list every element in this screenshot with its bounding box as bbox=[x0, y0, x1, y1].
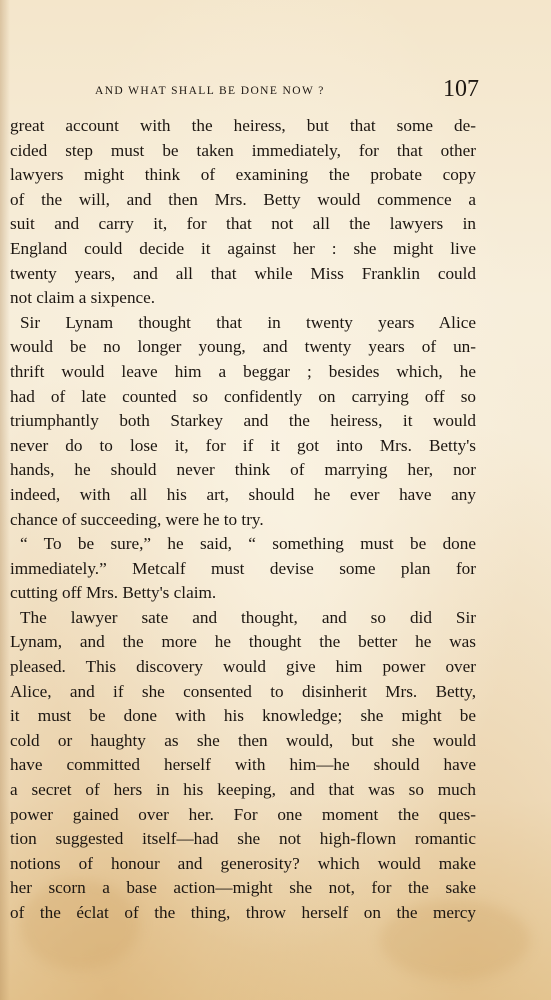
text-line: England could decide it against her : she might live bbox=[10, 238, 476, 258]
text-line: triumphantly both Starkey and the heiress, it would bbox=[10, 411, 476, 431]
text-line: cutting off Mrs. Betty's claim. bbox=[10, 583, 217, 603]
body-text bbox=[10, 114, 476, 926]
text-line: twenty years, and all that while Miss Franklin could bbox=[10, 263, 476, 283]
text-line: lawyers might think of examining the probate copy bbox=[10, 165, 476, 185]
text-line: never do to lose it, for if it got into Mrs. Betty's bbox=[10, 435, 476, 455]
text-line: of the will, and then Mrs. Betty would commence a bbox=[10, 189, 476, 209]
text-line: pleased. This discovery would give him power over bbox=[10, 657, 476, 677]
text-line: Lynam, and the more he thought the better he was bbox=[10, 632, 476, 652]
text-line: immediately.” Metcalf must devise some plan for bbox=[10, 558, 476, 578]
text-line: Alice, and if she consented to disinherit Mrs. Betty, bbox=[10, 681, 476, 701]
text-line: notions of honour and generosity? which would make bbox=[10, 853, 476, 873]
text-line: her scorn a base action—might she not, for the sake bbox=[10, 878, 476, 898]
text-line: of the éclat of the thing, throw herself on the mercy bbox=[10, 903, 476, 922]
page-number: 107 bbox=[443, 76, 479, 102]
text-line: “ To be sure,” he said, “ something must be done bbox=[20, 534, 476, 554]
page-edge-shadow bbox=[0, 0, 10, 1000]
text-line: suit and carry it, for that not all the lawyers in bbox=[10, 214, 476, 234]
running-title: AND WHAT SHALL BE DONE NOW ? bbox=[95, 85, 325, 97]
text-line: not claim a sixpence. bbox=[10, 288, 156, 308]
text-line: thrift would leave him a beggar ; besides which, he bbox=[10, 361, 476, 381]
text-line: power gained over her. For one moment the ques- bbox=[10, 804, 476, 824]
text-line: hands, he should never think of marrying her, nor bbox=[10, 460, 476, 480]
text-line: indeed, with all his art, should he ever have any bbox=[10, 484, 476, 504]
text-line: it must be done with his knowledge; she might be bbox=[10, 706, 476, 726]
text-line: a secret of hers in his keeping, and that was so much bbox=[10, 780, 476, 800]
text-line: Sir Lynam thought that in twenty years Alice bbox=[20, 312, 476, 332]
text-line: The lawyer sate and thought, and so did Sir bbox=[20, 607, 476, 627]
running-head bbox=[0, 74, 551, 104]
text-line: had of late counted so confidently on carrying off so bbox=[10, 386, 476, 406]
text-line: cold or haughty as she then would, but she would bbox=[10, 730, 476, 750]
text-line: cided step must be taken immediately, for that other bbox=[10, 140, 476, 160]
text-line: tion suggested itself—had she not high-flown romantic bbox=[10, 829, 476, 849]
text-line: great account with the heiress, but that some de- bbox=[10, 116, 476, 135]
text-line: have committed herself with him—he should have bbox=[10, 755, 476, 775]
text-line: chance of succeeding, were he to try. bbox=[10, 509, 264, 529]
text-line: would be no longer young, and twenty years of un- bbox=[10, 337, 476, 357]
